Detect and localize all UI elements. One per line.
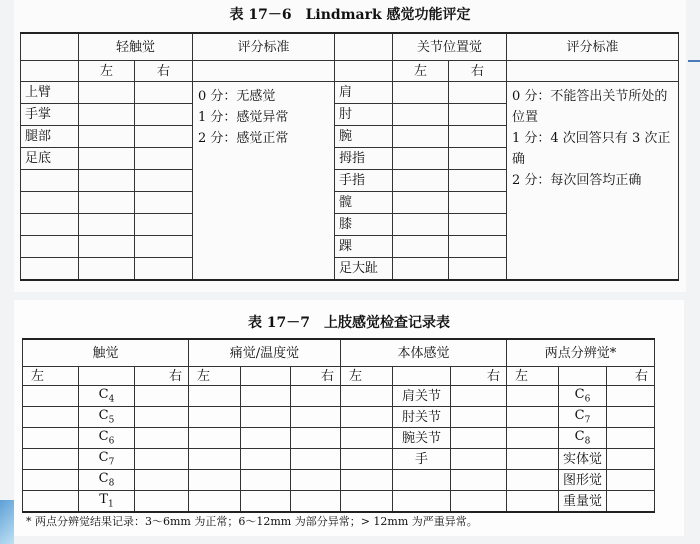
proprio-item bbox=[393, 470, 451, 491]
decorative-corner bbox=[0, 500, 14, 544]
sub-left: 左 bbox=[507, 367, 559, 386]
joint-part: 肩 bbox=[335, 82, 393, 104]
touch-part bbox=[21, 214, 79, 236]
joint-part: 手指 bbox=[335, 170, 393, 192]
joint-part: 膝 bbox=[335, 214, 393, 236]
proprio-item: 手 bbox=[393, 449, 451, 470]
joint-part: 肘 bbox=[335, 104, 393, 126]
sub-left: 左 bbox=[79, 61, 135, 82]
table-row bbox=[23, 407, 655, 428]
table-row bbox=[23, 449, 655, 470]
touch-part bbox=[21, 192, 79, 214]
table-row bbox=[23, 470, 655, 491]
proprio-item: 肘关节 bbox=[393, 407, 451, 428]
two-point-item: 图形觉 bbox=[559, 470, 607, 491]
joint-part: 足大趾 bbox=[335, 258, 393, 281]
touch-level: $T_1$ bbox=[79, 491, 135, 513]
sub-right: 右 bbox=[607, 367, 655, 386]
sub-right: 右 bbox=[451, 367, 507, 386]
touch-level: $C_7$ bbox=[79, 449, 135, 470]
joint-part: 髋 bbox=[335, 192, 393, 214]
sub-left: 左 bbox=[189, 367, 241, 386]
joint-criteria-line: 0 分：不能答出关节所处的位置 bbox=[512, 89, 668, 125]
joint-criteria bbox=[507, 82, 679, 281]
criteria-header: 评分标准 bbox=[193, 33, 335, 61]
touch-criteria-line: 1 分：感觉异常 bbox=[198, 110, 289, 125]
upper-limb-panel bbox=[14, 300, 684, 536]
touch-part bbox=[21, 236, 79, 258]
touch-header: 触觉 bbox=[23, 339, 189, 367]
criteria2-header: 评分标准 bbox=[507, 33, 679, 61]
joint-part: 腕 bbox=[335, 126, 393, 148]
touch-part: 腿部 bbox=[21, 126, 79, 148]
touch-criteria-line: 2 分：感觉正常 bbox=[198, 131, 289, 146]
lindmark-table bbox=[20, 32, 679, 281]
joint-part: 踝 bbox=[335, 236, 393, 258]
touch-level: $C_4$ bbox=[79, 386, 135, 407]
joint-criteria-line: 1 分：4 次回答只有 3 次正确 bbox=[512, 131, 671, 167]
decorative-line bbox=[688, 60, 700, 62]
joint-part: 拇指 bbox=[335, 148, 393, 170]
two-point-item: $C_6$ bbox=[559, 386, 607, 407]
touch-part bbox=[21, 258, 79, 281]
light-touch-header: 轻触觉 bbox=[79, 33, 193, 61]
sub-left: 左 bbox=[341, 367, 393, 386]
touch-part: 上臂 bbox=[21, 82, 79, 104]
sub-right: 右 bbox=[135, 367, 189, 386]
touch-part: 手掌 bbox=[21, 104, 79, 126]
touch-level: $C_6$ bbox=[79, 428, 135, 449]
proprio-header: 本体感觉 bbox=[341, 339, 507, 367]
touch-part bbox=[21, 170, 79, 192]
two-point-item: $C_7$ bbox=[559, 407, 607, 428]
touch-level: $C_5$ bbox=[79, 407, 135, 428]
table-row bbox=[23, 386, 655, 407]
sub-left2: 左 bbox=[393, 61, 449, 82]
sub-right2: 右 bbox=[449, 61, 507, 82]
sub-right: 右 bbox=[135, 61, 193, 82]
proprio-item bbox=[393, 491, 451, 513]
proprio-item: 肩关节 bbox=[393, 386, 451, 407]
joint-criteria-line: 2 分：每次回答均正确 bbox=[512, 173, 642, 188]
footnote: * 两点分辨觉结果记录：3～6mm 为正常；6～12mm 为部分异常；> 12mm 为严重异常。 bbox=[26, 515, 478, 528]
table-row bbox=[23, 428, 655, 449]
corner-cell bbox=[21, 33, 79, 61]
pain-temp-header: 痛觉/温度觉 bbox=[189, 339, 341, 367]
sub-left: 左 bbox=[23, 367, 79, 386]
touch-level: $C_8$ bbox=[79, 470, 135, 491]
touch-part: 足底 bbox=[21, 148, 79, 170]
table1-title: 表 17－6 Lindmark 感觉功能评定 bbox=[229, 7, 471, 23]
table2-title: 表 17－7 上肢感觉检查记录表 bbox=[247, 315, 451, 331]
two-point-item: $C_8$ bbox=[559, 428, 607, 449]
sub-right: 右 bbox=[291, 367, 341, 386]
upper-limb-table bbox=[22, 338, 655, 513]
two-point-header: 两点分辨觉* bbox=[507, 339, 655, 367]
touch-criteria-line: 0 分：无感觉 bbox=[198, 89, 276, 104]
joint-position-header: 关节位置觉 bbox=[393, 33, 507, 61]
lindmark-panel bbox=[14, 0, 686, 292]
proprio-item: 腕关节 bbox=[393, 428, 451, 449]
two-point-item: 重量觉 bbox=[559, 491, 607, 513]
touch-criteria bbox=[193, 82, 335, 281]
table-row bbox=[23, 491, 655, 513]
two-point-item: 实体觉 bbox=[559, 449, 607, 470]
joint-corner-cell bbox=[335, 33, 393, 61]
